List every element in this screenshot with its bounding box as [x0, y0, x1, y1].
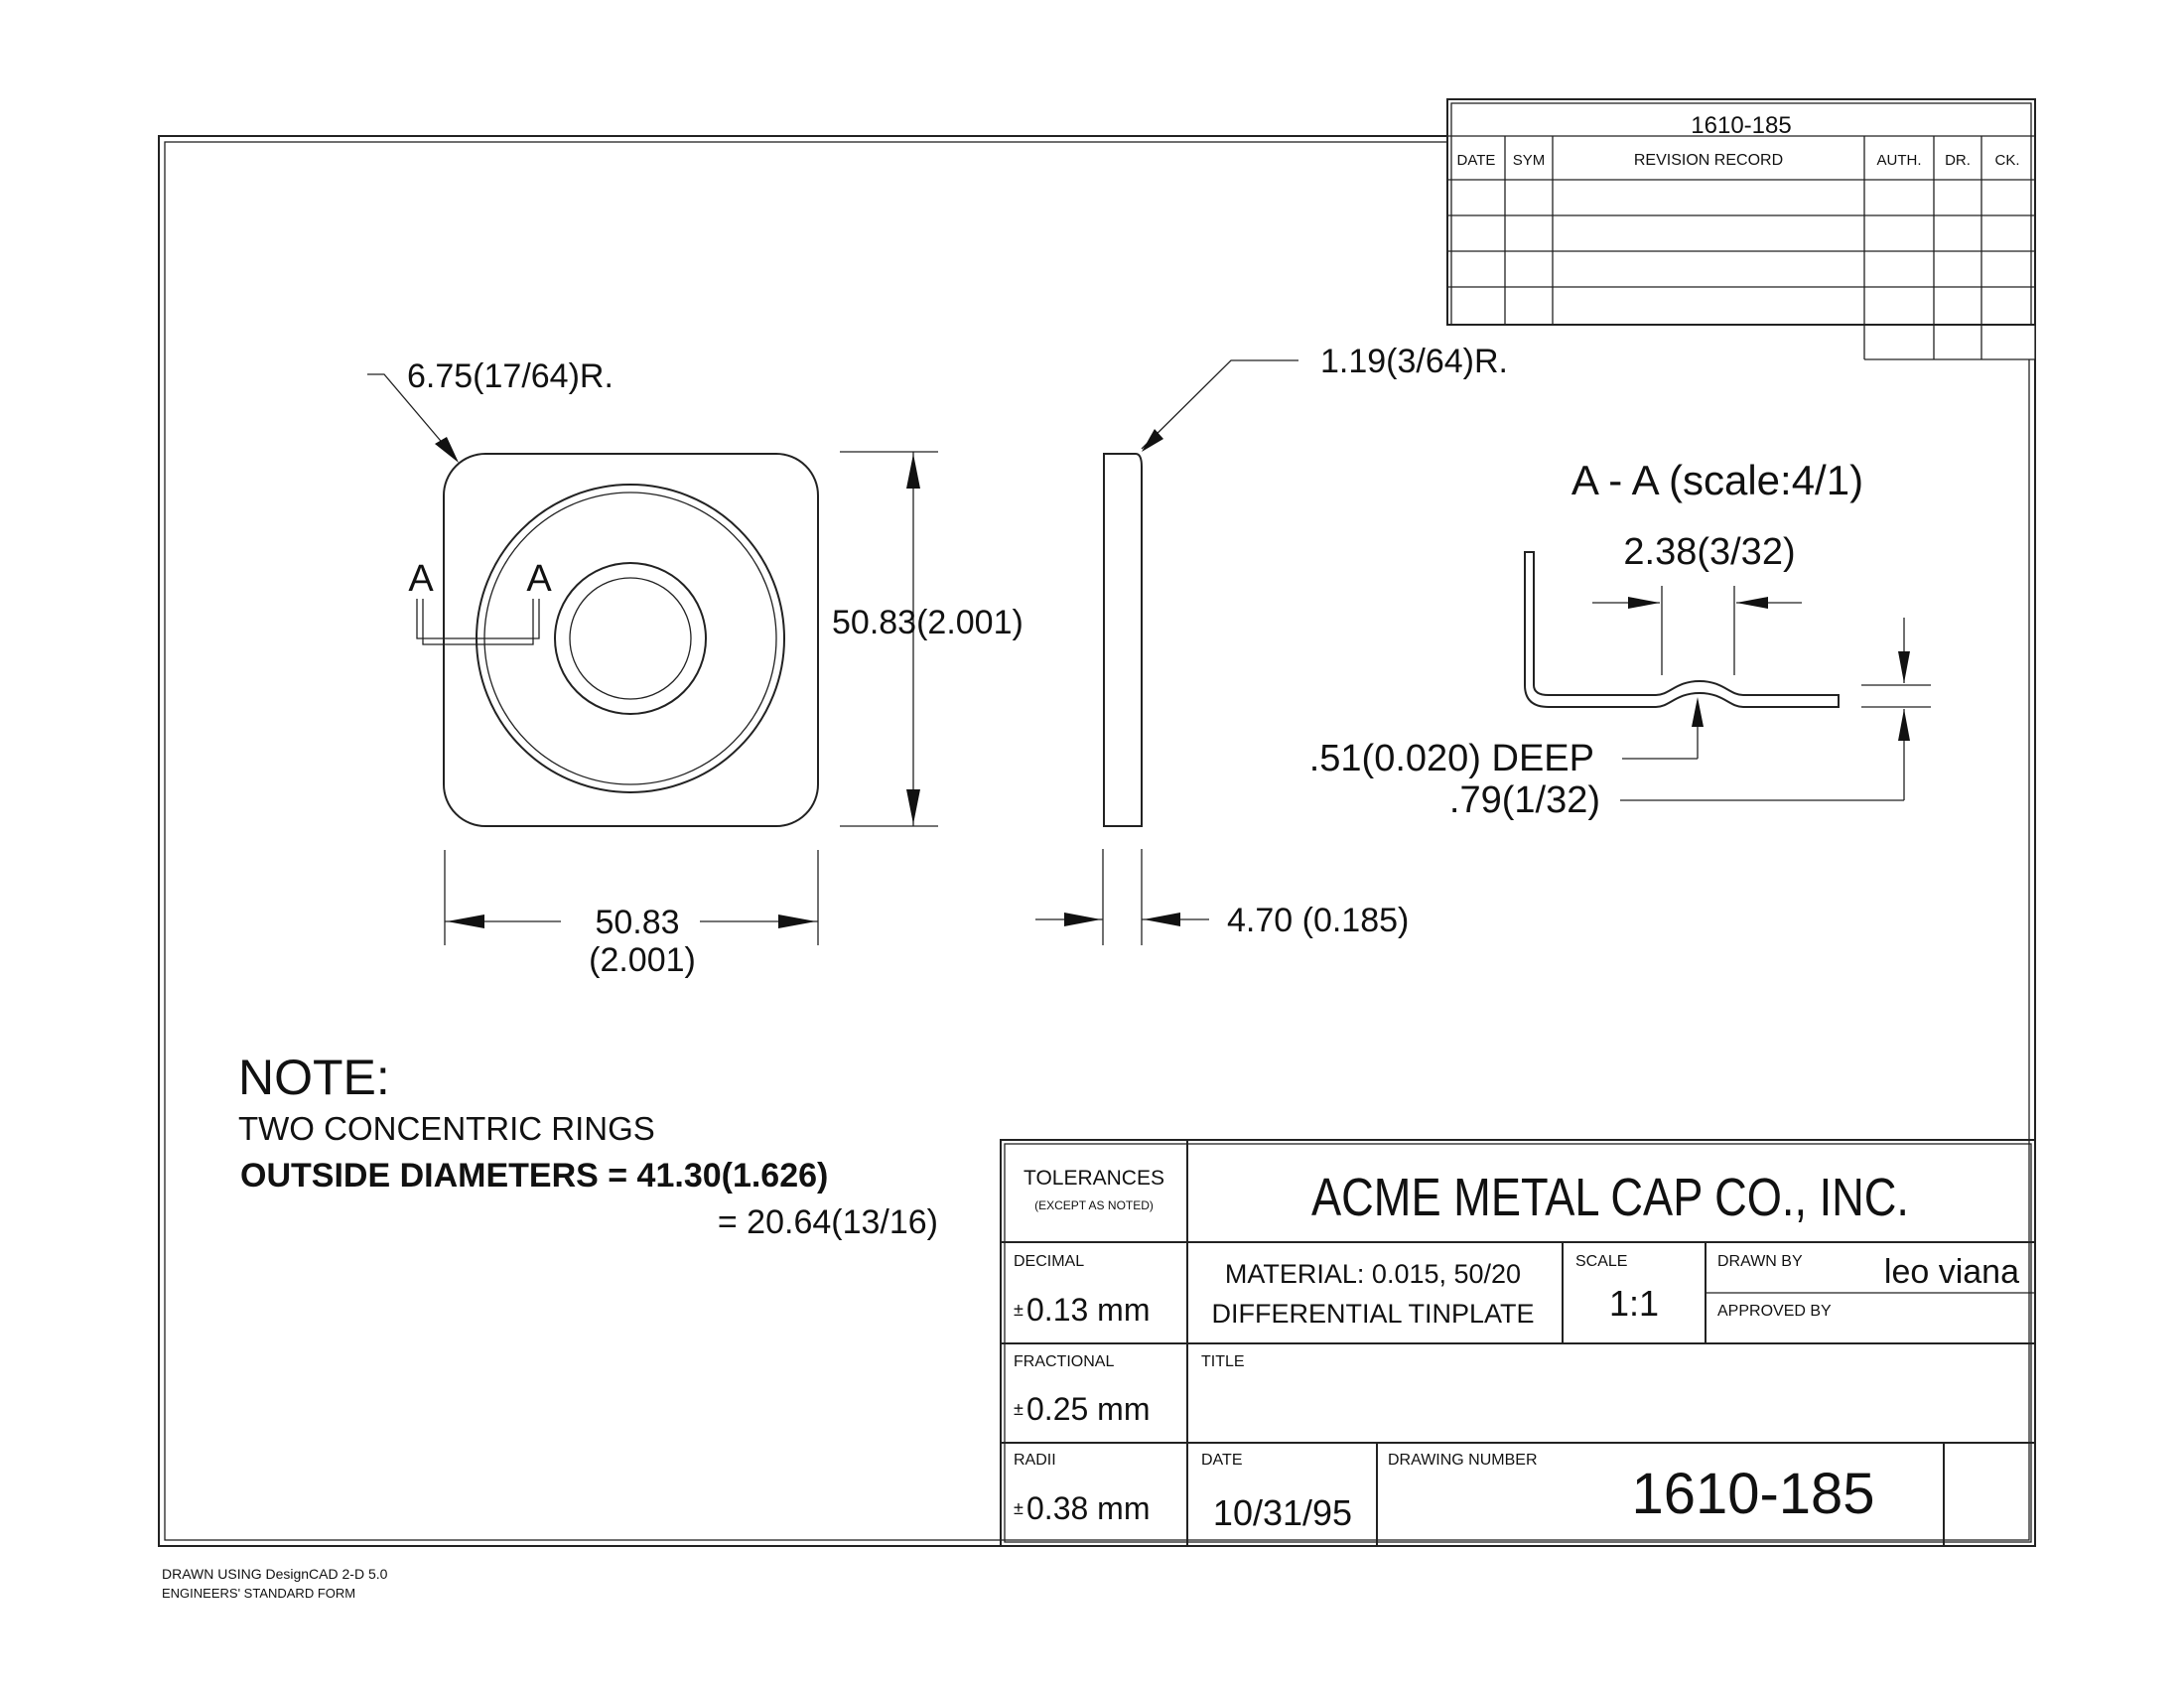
- date-label: DATE: [1201, 1452, 1243, 1469]
- fractional-plus-minus: ±: [1014, 1399, 1024, 1419]
- drawing-number-value: 1610-185: [1631, 1462, 1875, 1526]
- approved-by-label: APPROVED BY: [1717, 1303, 1832, 1320]
- rev-col-sym: SYM: [1512, 152, 1546, 169]
- step-label: .79(1/32): [1448, 779, 1600, 821]
- radii-value: 0.38 mm: [1026, 1490, 1151, 1526]
- rev-col-revision-record: REVISION RECORD: [1633, 152, 1784, 169]
- corner-radius-label: 6.75(17/64)R.: [407, 357, 614, 395]
- note-block: [238, 1050, 938, 1241]
- thickness-label: 4.70 (0.185): [1227, 902, 1410, 939]
- rev-col-date: DATE: [1456, 152, 1496, 169]
- footer-line-2: ENGINEERS' STANDARD FORM: [162, 1586, 356, 1601]
- tolerances-label: TOLERANCES: [1024, 1167, 1164, 1190]
- date-value: 10/31/95: [1212, 1492, 1353, 1533]
- footer: [162, 1566, 388, 1601]
- fractional-value: 0.25 mm: [1026, 1391, 1151, 1427]
- drawn-by-value: leo viana: [1883, 1253, 2019, 1291]
- except-as-noted-label: (EXCEPT AS NOTED): [1034, 1198, 1154, 1212]
- bead-depth-label: .51(0.020) DEEP: [1308, 738, 1594, 779]
- revision-drawing-number: 1610-185: [1691, 112, 1792, 139]
- decimal-plus-minus: ±: [1014, 1300, 1024, 1320]
- rev-col-ck: CK.: [1994, 152, 2020, 169]
- rev-col-auth: AUTH.: [1876, 152, 1922, 169]
- section-profile: [1525, 552, 1839, 707]
- title-block: [1001, 1140, 2035, 1546]
- fractional-label: FRACTIONAL: [1014, 1353, 1115, 1370]
- section-marker-left: A: [408, 558, 434, 600]
- section-marker-right: A: [526, 558, 552, 600]
- title-label: TITLE: [1201, 1353, 1245, 1370]
- front-view: [367, 357, 1024, 979]
- company-name: ACME METAL CAP CO., INC.: [1311, 1168, 1909, 1227]
- section-title: A - A (scale:4/1): [1570, 457, 1864, 503]
- width-dimension-in: (2.001): [589, 941, 696, 979]
- note-line-2: OUTSIDE DIAMETERS = 41.30(1.626): [240, 1157, 829, 1195]
- note-heading: NOTE:: [238, 1050, 390, 1105]
- drawn-by-label: DRAWN BY: [1717, 1253, 1803, 1270]
- scale-label: SCALE: [1575, 1253, 1628, 1270]
- decimal-value: 0.13 mm: [1026, 1292, 1151, 1328]
- side-view: [1035, 343, 1508, 945]
- revision-block: [1447, 99, 2035, 359]
- radii-plus-minus: ±: [1014, 1498, 1024, 1518]
- edge-radius-label: 1.19(3/64)R.: [1320, 343, 1508, 380]
- bead-width-label: 2.38(3/32): [1623, 531, 1796, 573]
- section-view: [1309, 457, 1931, 821]
- height-dimension-label: 50.83(2.001): [832, 604, 1024, 641]
- note-line-3: = 20.64(13/16): [717, 1203, 938, 1241]
- scale-value: 1:1: [1608, 1283, 1660, 1324]
- width-dimension-mm: 50.83: [595, 904, 680, 941]
- rev-col-dr: DR.: [1945, 152, 1971, 169]
- footer-line-1: DRAWN USING DesignCAD 2-D 5.0: [162, 1566, 388, 1582]
- inner-ring: [555, 563, 706, 714]
- radii-label: RADII: [1014, 1452, 1056, 1469]
- note-line-1: TWO CONCENTRIC RINGS: [238, 1110, 655, 1147]
- side-profile: [1104, 454, 1142, 826]
- decimal-label: DECIMAL: [1014, 1253, 1085, 1270]
- material-line-1: MATERIAL: 0.015, 50/20: [1224, 1259, 1522, 1289]
- material-line-2: DIFFERENTIAL TINPLATE: [1211, 1299, 1535, 1329]
- cap-outline: [444, 454, 818, 826]
- drawing-number-label: DRAWING NUMBER: [1388, 1452, 1538, 1469]
